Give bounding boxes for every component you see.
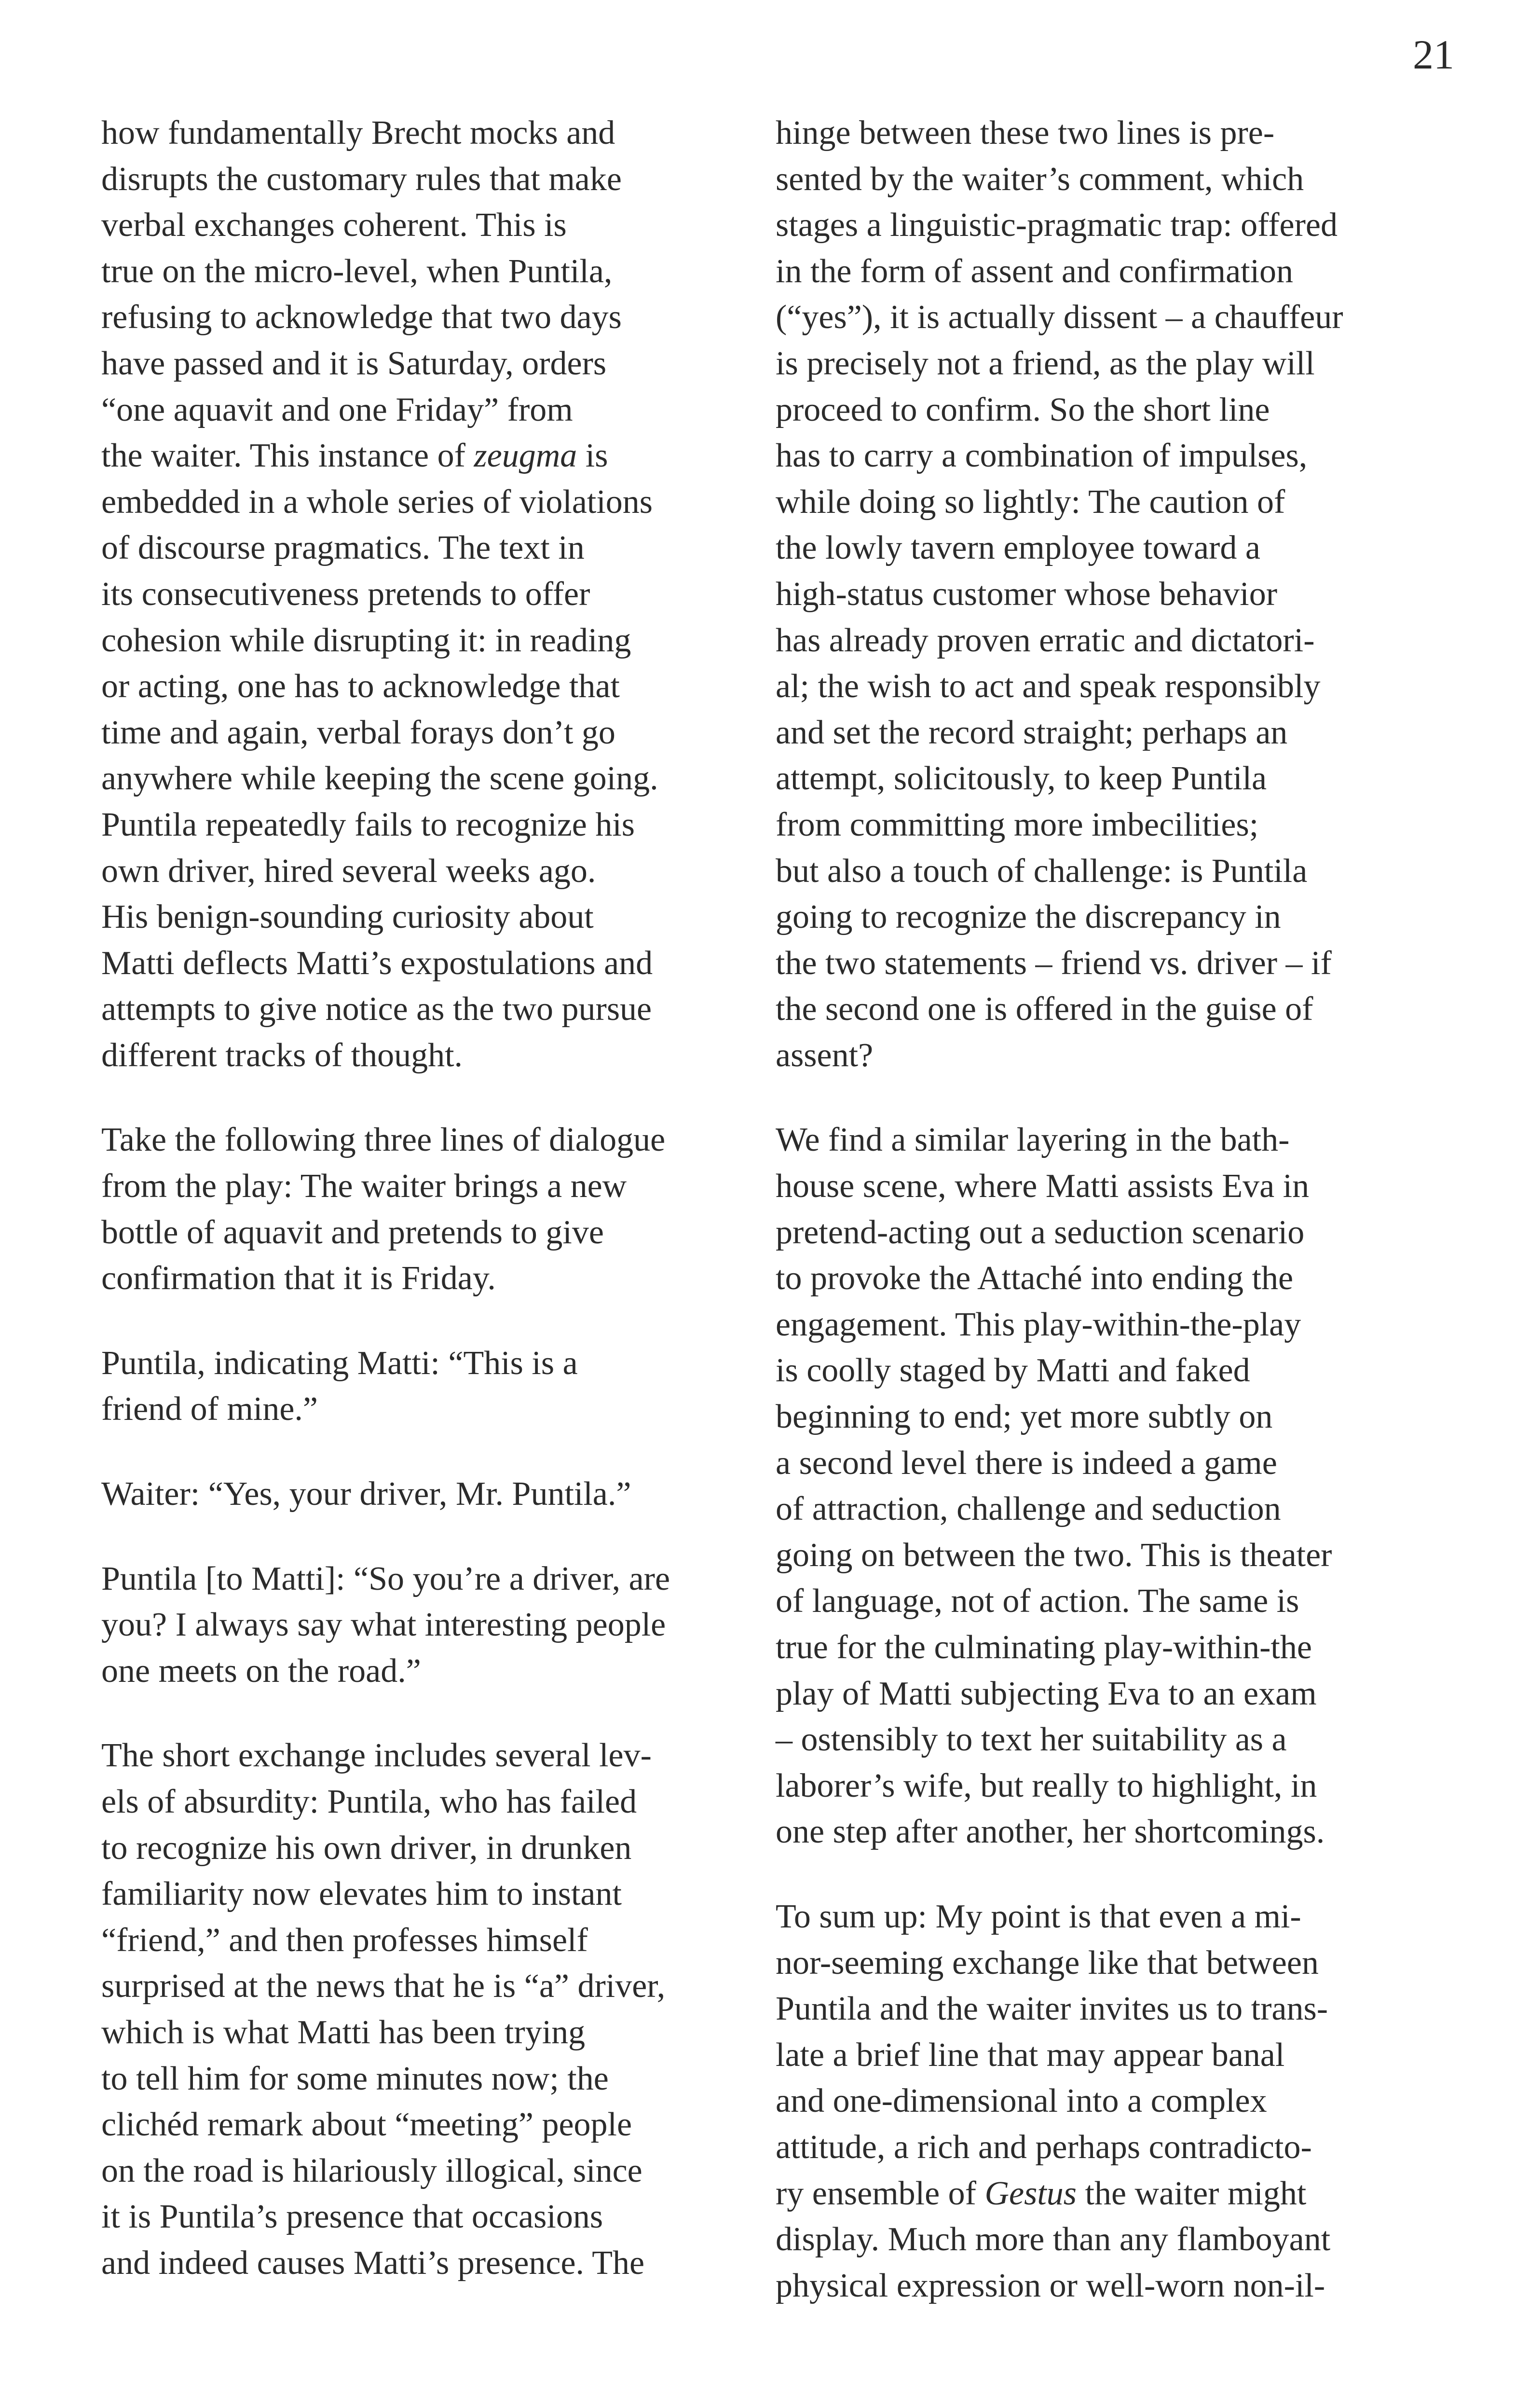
text-line: attempt, solicitously, to keep Puntila xyxy=(776,760,1267,798)
text-line: verbal exchanges coherent. This is xyxy=(101,206,567,244)
paragraph xyxy=(101,1471,757,1517)
text-line: – ostensibly to text her suitability as a xyxy=(776,1721,1287,1759)
text-line: and indeed causes Matti’s presence. The xyxy=(101,2244,645,2282)
text-line: proceed to confirm. So the short line xyxy=(776,391,1270,428)
text-line: refusing to acknowledge that two days xyxy=(101,299,622,336)
text-line: true for the culminating play-within-the xyxy=(776,1629,1312,1666)
paragraph xyxy=(101,1556,757,1694)
paragraph-gap xyxy=(101,1078,757,1117)
paragraph-gap xyxy=(101,1302,757,1340)
paragraph xyxy=(776,1117,1432,1855)
paragraph-gap xyxy=(101,1694,757,1733)
text-line: how fundamentally Brecht mocks and xyxy=(101,114,615,151)
text-line: true on the micro-level, when Puntila, xyxy=(101,252,613,290)
text-line: going on between the two. This is theater xyxy=(776,1536,1332,1574)
text-line: Waiter: “Yes, your driver, Mr. Puntila.” xyxy=(101,1475,631,1513)
text-line: Puntila repeatedly fails to recognize his xyxy=(101,806,635,843)
text-line: attitude, a rich and perhaps contradicto- xyxy=(776,2128,1312,2166)
text-line: and set the record straight; perhaps an xyxy=(776,714,1288,751)
text-line: “friend,” and then professes himself xyxy=(101,1921,588,1959)
text-line: assent? xyxy=(776,1036,874,1074)
text-line: Matti deflects Matti’s expostulations and xyxy=(101,944,653,982)
text-line: late a brief line that may appear banal xyxy=(776,2036,1285,2074)
paragraph-gap xyxy=(776,1078,1432,1117)
text-line: embedded in a whole series of violations xyxy=(101,483,653,521)
text-line: its consecutiveness pretends to offer xyxy=(101,575,590,613)
text-line: The short exchange includes several lev- xyxy=(101,1737,652,1775)
text-line: from the play: The waiter brings a new xyxy=(101,1168,627,1205)
text-line: has to carry a combination of impulses, xyxy=(776,437,1308,475)
text-line: pretend-acting out a seduction scenario xyxy=(776,1213,1305,1251)
text-line: a second level there is indeed a game xyxy=(776,1444,1277,1482)
text-line: of discourse pragmatics. The text in xyxy=(101,529,585,567)
text-line: engagement. This play-within-the-play xyxy=(776,1306,1301,1343)
text-line: clichéd remark about “meeting” people xyxy=(101,2106,632,2144)
text-line: Puntila, indicating Matti: “This is a xyxy=(101,1344,578,1382)
text-line: one meets on the road.” xyxy=(101,1652,421,1690)
text-line: the two statements – friend vs. driver – if xyxy=(776,944,1332,982)
text-line: physical expression or well-worn non-il- xyxy=(776,2267,1325,2304)
text-line: cohesion while disrupting it: in reading xyxy=(101,621,631,659)
text-line: on the road is hilariously illogical, since xyxy=(101,2152,642,2189)
text-line: disrupts the customary rules that make xyxy=(101,160,622,198)
text-line: time and again, verbal forays don’t go xyxy=(101,714,615,751)
text-line: attempts to give notice as the two pursue xyxy=(101,991,652,1028)
paragraph-gap xyxy=(101,1517,757,1556)
text-line: bottle of aquavit and pretends to give xyxy=(101,1213,604,1251)
paragraph xyxy=(776,1894,1432,2309)
text-line: We find a similar layering in the bath- xyxy=(776,1121,1290,1159)
text-line: high-status customer whose behavior xyxy=(776,575,1278,613)
text-line: to recognize his own driver, in drunken xyxy=(101,1829,632,1867)
text-line: but also a touch of challenge: is Puntila xyxy=(776,852,1308,890)
text-line: surprised at the news that he is “a” driver, xyxy=(101,1968,666,2005)
text-line: nor-seeming exchange like that between xyxy=(776,1944,1319,1981)
text-line: it is Puntila’s presence that occasions xyxy=(101,2198,603,2236)
text-line: laborer’s wife, but really to highlight, in xyxy=(776,1767,1317,1804)
text-line: ry ensemble of Gestus the waiter might xyxy=(776,2174,1307,2212)
text-line: in the form of assent and confirmation xyxy=(776,252,1294,290)
text-line: Take the following three lines of dialogue xyxy=(101,1121,666,1159)
paragraph xyxy=(101,110,757,1078)
text-line: is precisely not a friend, as the play will xyxy=(776,344,1315,382)
text-line: sented by the waiter’s comment, which xyxy=(776,160,1304,198)
italic-term: zeugma xyxy=(474,437,577,475)
paragraph xyxy=(101,1340,757,1432)
text-line: to tell him for some minutes now; the xyxy=(101,2060,609,2097)
text-line: which is what Matti has been trying xyxy=(101,2013,586,2051)
text-line: al; the wish to act and speak responsibly xyxy=(776,668,1321,705)
text-line: one step after another, her shortcomings. xyxy=(776,1813,1325,1851)
text-line: own driver, hired several weeks ago. xyxy=(101,852,596,890)
text-line: and one-dimensional into a complex xyxy=(776,2082,1267,2120)
text-line: is coolly staged by Matti and faked xyxy=(776,1352,1250,1390)
text-line: the lowly tavern employee toward a xyxy=(776,529,1260,567)
text-line: from committing more imbecilities; xyxy=(776,806,1259,843)
text-line: play of Matti subjecting Eva to an exam xyxy=(776,1675,1317,1712)
text-line: has already proven erratic and dictatori- xyxy=(776,621,1315,659)
text-line: of attraction, challenge and seduction xyxy=(776,1490,1281,1528)
text-line: to provoke the Attaché into ending the xyxy=(776,1260,1294,1297)
text-line: Puntila [to Matti]: “So you’re a driver, are xyxy=(101,1560,670,1597)
paragraph-gap xyxy=(101,1432,757,1471)
text-line: have passed and it is Saturday, orders xyxy=(101,344,607,382)
text-line: of language, not of action. The same is xyxy=(776,1582,1299,1620)
right-column xyxy=(776,110,1432,2309)
page-number: 21 xyxy=(1413,31,1454,78)
left-column xyxy=(101,110,757,2286)
text-line: stages a linguistic-pragmatic trap: offered xyxy=(776,206,1338,244)
paragraph xyxy=(101,1117,757,1301)
text-line: the second one is offered in the guise of xyxy=(776,991,1313,1028)
text-line: “one aquavit and one Friday” from xyxy=(101,391,573,428)
text-line: while doing so lightly: The caution of xyxy=(776,483,1285,521)
paragraph-gap xyxy=(776,1855,1432,1894)
text-line: you? I always say what interesting people xyxy=(101,1606,666,1644)
text-line: familiarity now elevates him to instant xyxy=(101,1875,622,1913)
text-line: beginning to end; yet more subtly on xyxy=(776,1398,1273,1436)
text-line: confirmation that it is Friday. xyxy=(101,1260,496,1297)
text-line: To sum up: My point is that even a mi- xyxy=(776,1898,1301,1935)
text-line: (“yes”), it is actually dissent – a chauffeur xyxy=(776,299,1343,336)
text-line: different tracks of thought. xyxy=(101,1036,463,1074)
paragraph xyxy=(101,1733,757,2286)
text-line: hinge between these two lines is pre- xyxy=(776,114,1275,151)
italic-term: Gestus xyxy=(984,2174,1077,2212)
text-line: display. Much more than any flamboyant xyxy=(776,2221,1331,2258)
text-line: or acting, one has to acknowledge that xyxy=(101,668,620,705)
text-line: anywhere while keeping the scene going. xyxy=(101,760,658,798)
text-line: going to recognize the discrepancy in xyxy=(776,898,1281,936)
text-line: Puntila and the waiter invites us to trans- xyxy=(776,1990,1328,2028)
text-line: His benign-sounding curiosity about xyxy=(101,898,594,936)
text-line: house scene, where Matti assists Eva in xyxy=(776,1168,1310,1205)
text-line: friend of mine.” xyxy=(101,1390,318,1428)
text-line: the waiter. This instance of zeugma is xyxy=(101,437,608,475)
text-line: els of absurdity: Puntila, who has failed xyxy=(101,1783,637,1820)
paragraph xyxy=(776,110,1432,1078)
